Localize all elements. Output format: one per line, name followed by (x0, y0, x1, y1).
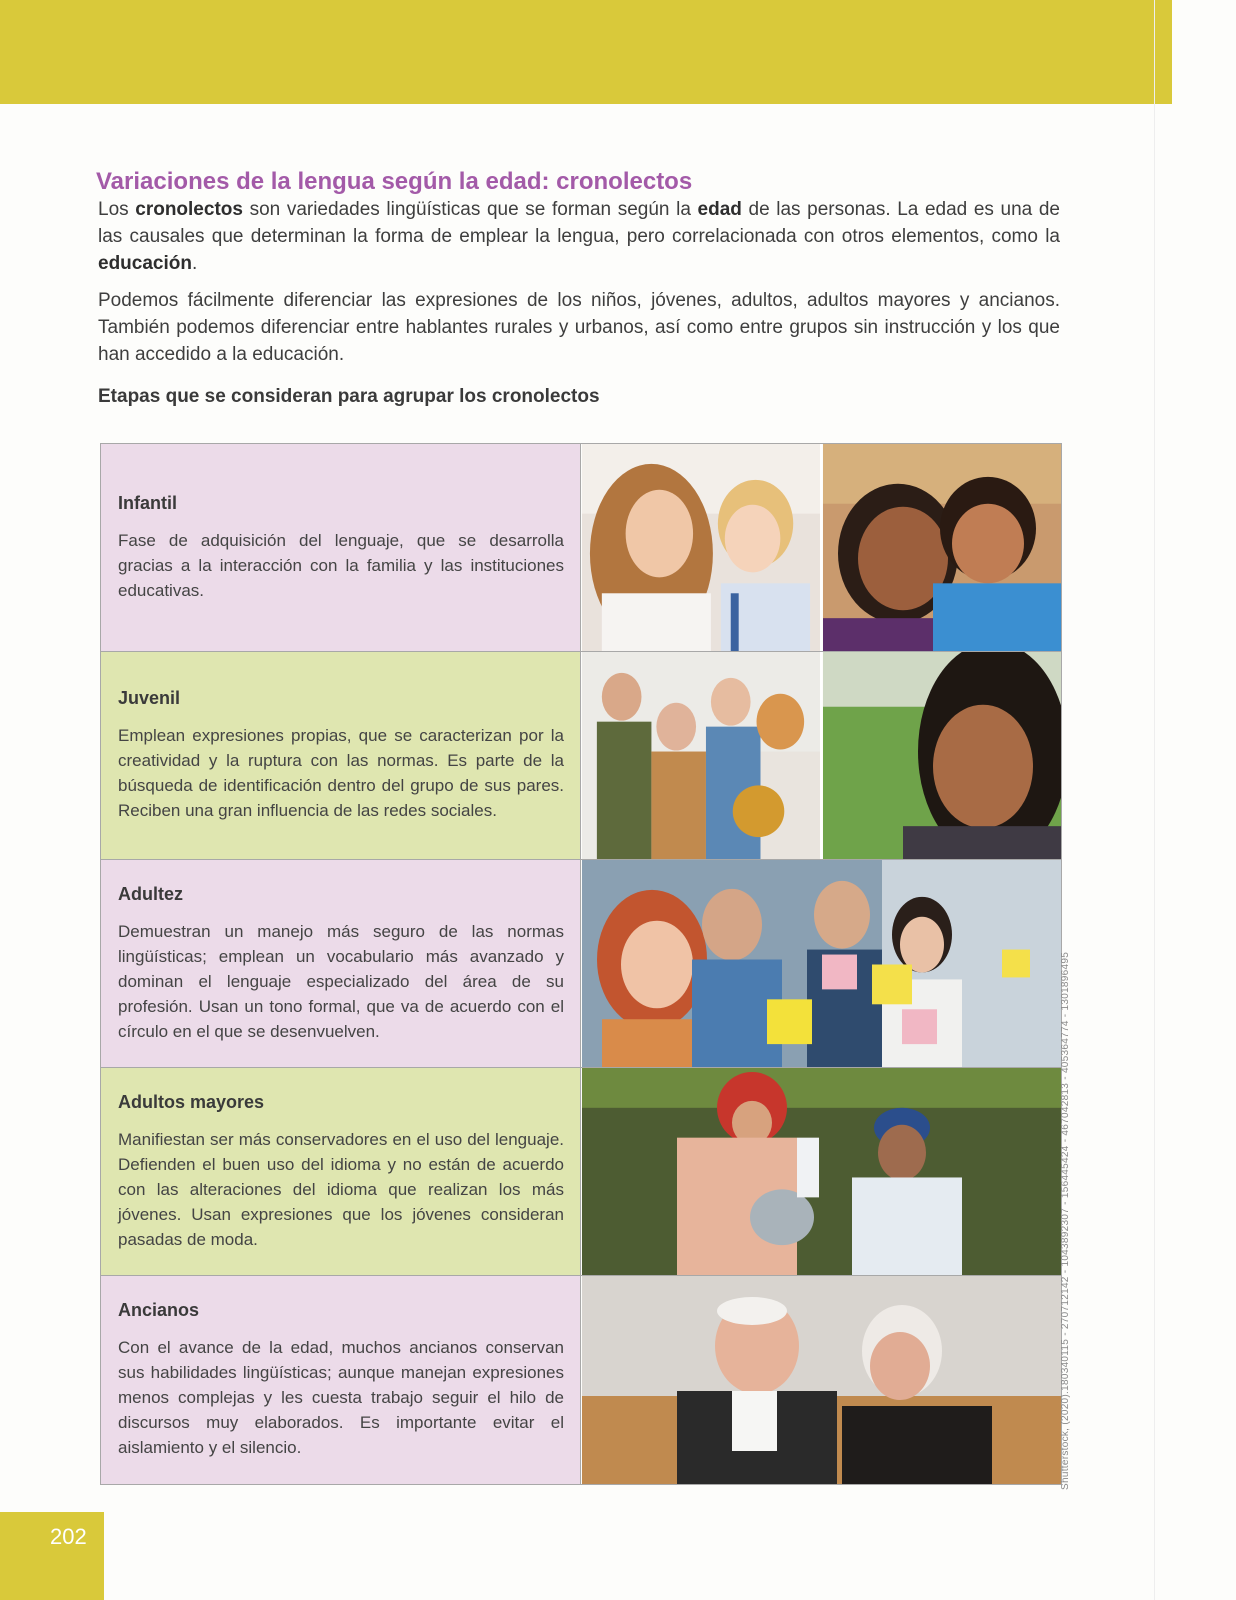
top-color-band (0, 0, 1172, 104)
stages-subheading: Etapas que se consideran para agrupar los cronolectos (98, 386, 600, 407)
term-edad: edad (697, 199, 742, 220)
stage-text-cell (101, 1068, 581, 1275)
stage-title: Adultez (118, 883, 183, 904)
stage-text-cell (101, 444, 581, 651)
stage-description: Emplean expresiones propias, que se caracterizan por la creatividad y la ruptura con las normas. Es parte de la búsqueda de identificación dentro del grupo de sus pares. Reciben una gran influencia de las redes sociales. (118, 726, 564, 820)
photo-older-couple-tea (582, 1068, 1061, 1275)
stage-description: Demuestran un manejo más seguro de las normas lingüísticas; emplean un vocabulario más avanzado y dominan el lenguaje especializado del área de su profesión. Usan un tono formal, que va de acuerdo con el círculo en el que se desenvuelven. (118, 921, 564, 1041)
stage-row-adultos-mayores (101, 1068, 1061, 1276)
photo-elderly-couple-laughing (582, 1276, 1061, 1484)
stage-row-juvenil (101, 652, 1061, 860)
stage-title: Infantil (118, 492, 177, 513)
stage-row-adultez (101, 860, 1061, 1068)
stage-text-cell (101, 860, 581, 1067)
photo-students-group (582, 652, 822, 859)
photo-teen-girl-outdoors (823, 652, 1061, 859)
stage-title: Juvenil (118, 688, 181, 708)
stage-description: Fase de adquisición del lenguaje, que se desarrolla gracias a la interacción con la familia y las instituciones educativas. (118, 530, 564, 600)
stage-title: Ancianos (118, 1300, 200, 1320)
photo-mother-and-girl (582, 444, 822, 651)
stage-description: Con el avance de la edad, muchos ancianos conservan sus habilidades lingüísticas; aunque manejan expresiones menos complejas y les cuesta trabajo seguir el hilo de discursos muy elaborados. Es importante evitar el aislamiento y el silencio. (118, 1338, 564, 1457)
page-edge-line (1154, 0, 1155, 1600)
stage-text-cell (101, 652, 581, 859)
section-heading: Variaciones de la lengua según la edad: cronolectos (96, 168, 693, 195)
stages-table (100, 443, 1062, 1485)
photo-credit: Shutterstock, (2020).180340115 - 270712142 - 1043892307 - 156445424 - 467042813 - 405364774 - 1301896495 (1060, 951, 1071, 1490)
intro-text: son variedades lingüísticas que se forman según la (242, 199, 698, 220)
intro-text: de las personas. La edad es una de las causales que determinan la forma de emplear la lengua, pero correlacionada con otros elementos, como la (98, 199, 1060, 247)
photo-office-team (582, 860, 1061, 1067)
intro-text: Los (98, 199, 136, 220)
stage-row-ancianos (101, 1276, 1061, 1484)
page-number: 202 (50, 1524, 87, 1549)
stage-row-infantil (101, 444, 1061, 652)
term-cronolectos: cronolectos (135, 199, 243, 220)
intro-text: . (191, 253, 198, 274)
stage-title: Adultos mayores (118, 1091, 265, 1112)
stage-description: Manifiestan ser más conservadores en el uso del lenguaje. Defienden el buen uso del idioma y no están de acuerdo con las alteraciones del idioma que realizan los más jóvenes. Usan expresiones que los jóvenes consideran pasadas de moda. (118, 1129, 564, 1249)
term-educacion: educación (98, 253, 192, 274)
stage-text-cell (101, 1276, 581, 1484)
photo-woman-and-child (823, 444, 1061, 651)
intro-paragraph-1 (98, 196, 1060, 277)
intro-paragraph-2: Podemos fácilmente diferenciar las expresiones de los niños, jóvenes, adultos, adultos mayores y ancianos. También podemos diferenciar entre hablantes rurales y urbanos, así como entre grupos sin instrucción y los que han accedido a la educación. (98, 290, 1060, 365)
